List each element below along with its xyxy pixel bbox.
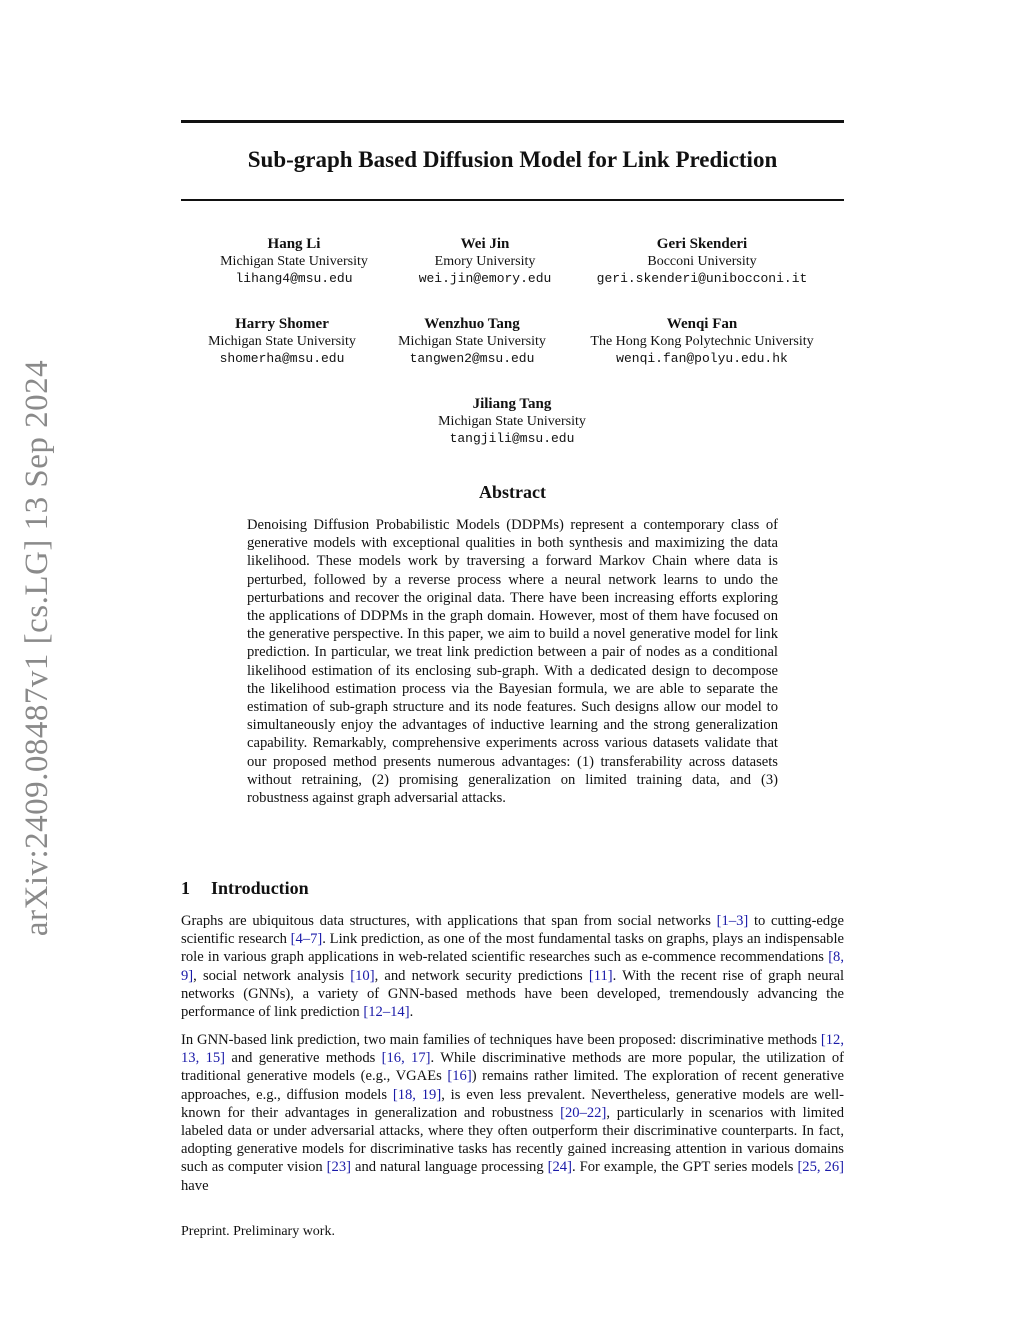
citation-link[interactable]: [1–3]	[716, 913, 749, 929]
author-block	[194, 236, 394, 287]
citation-link[interactable]: [16]	[447, 1068, 472, 1085]
abstract-heading: Abstract	[479, 482, 546, 502]
author-affiliation: Michigan State University	[208, 334, 356, 349]
paragraph-text: . For example, the GPT series models	[571, 1159, 798, 1176]
citation-link[interactable]: [25, 26]	[797, 1159, 844, 1176]
citation-link[interactable]: [4–7]	[290, 931, 323, 948]
intro-paragraph-2	[181, 1031, 844, 1195]
author-name: Wenzhuo Tang	[424, 316, 520, 332]
paragraph-text: Graphs are ubiquitous data structures, with applications that span from social networks	[181, 913, 717, 929]
author-name: Geri Skenderi	[656, 236, 748, 252]
citation-link[interactable]: [20–22]	[560, 1104, 607, 1121]
author-email: lihang4@msu.edu	[235, 271, 353, 286]
paragraph-text: to cutting-edge scientific research	[181, 913, 844, 948]
author-block	[567, 316, 837, 367]
author-block	[187, 316, 377, 367]
intro-paragraph-1	[181, 912, 844, 1021]
author-block	[385, 236, 585, 287]
abstract-body: Denoising Diffusion Probabilistic Models (DDPMs) represent a contemporary class of generative models with exceptional qualities in both synthesis and maximizing the data likelihood. These models work by traversing a forward Markov Chain where data is perturbed, followed by a reverse process where a neural network learns to undo the perturbations and recover the original data. There have been increasing efforts exploring the applications of DDPMs in the graph domain. However, most of them have focused on the generative perspective. In this paper, we aim to build a novel generative model for link prediction. In particular, we treat link prediction between a pair of nodes as a conditional likelihood estimation of its enclosing sub-graph. With a dedicated design to decompose the likelihood estimation process via the Bayesian formula, we are able to separate the estimation of sub-graph structure and its node features. Such designs allow our model to simultaneously enjoy the advantages of inductive learning and the strong generalization capability. Remarkably, comprehensive experiments across various datasets validate that our proposed method presents numerous advantages: (1) transferability across datasets without retraining, (2) promising generalization on limited training data, and (3) robustness against graph adversarial attacks.	[247, 517, 778, 807]
author-affiliation: Bocconi University	[647, 254, 757, 269]
author-block	[412, 396, 612, 447]
paper-title: Sub-graph Based Diffusion Model for Link Prediction	[247, 147, 778, 172]
section-title: Introduction	[211, 878, 309, 898]
footer-note: Preprint. Preliminary work.	[181, 1224, 335, 1239]
paragraph-text: .	[409, 1004, 414, 1021]
citation-link[interactable]: [12, 13, 15]	[181, 1032, 844, 1067]
author-affiliation: The Hong Kong Polytechnic University	[590, 334, 814, 349]
citation-link[interactable]: [23]	[326, 1159, 351, 1176]
paragraph-text: , particularly in scenarios with limited labeled data or under adversarial attacks, where they often outperform their discriminative counterparts. In fact, adopting generative models for discriminative tasks has recently gained increasing attention in various domains such as computer vision	[181, 1104, 845, 1176]
author-email: geri.skenderi@unibocconi.it	[596, 271, 808, 286]
arxiv-identifier-stamp: arXiv:2409.08487v1 [cs.LG] 13 Sep 2024	[19, 359, 55, 937]
author-email: wei.jin@emory.edu	[418, 271, 552, 286]
citation-link[interactable]: [24]	[547, 1159, 572, 1176]
author-email: tangjili@msu.edu	[449, 431, 575, 446]
author-affiliation: Emory University	[434, 254, 536, 269]
author-affiliation: Michigan State University	[438, 414, 586, 429]
section-number: 1	[181, 878, 190, 898]
citation-link[interactable]: [16, 17]	[381, 1050, 431, 1067]
author-block	[572, 236, 832, 287]
title-top-rule	[181, 120, 844, 123]
paragraph-text: and natural language processing	[351, 1159, 548, 1176]
citation-link[interactable]: [18, 19]	[392, 1086, 442, 1103]
citation-link[interactable]: [11]	[588, 967, 613, 984]
section-heading-introduction	[181, 878, 309, 899]
author-name: Wenqi Fan	[666, 316, 738, 332]
citation-link[interactable]: [10]	[350, 967, 375, 984]
author-affiliation: Michigan State University	[220, 254, 368, 269]
author-name: Harry Shomer	[235, 316, 329, 332]
author-block	[377, 316, 567, 367]
author-email: shomerha@msu.edu	[219, 351, 345, 366]
paragraph-text: . With the recent rise of graph neural networks (GNNs), a variety of GNN-based methods have been developed, tremendously advancing the performance of link prediction	[181, 967, 844, 1021]
author-name: Jiliang Tang	[472, 396, 552, 412]
citation-link[interactable]: [8, 9]	[181, 949, 844, 984]
paragraph-text: , is even less prevalent. Nevertheless, generative models are well-known for their advantages in generalization and robustness	[181, 1086, 845, 1121]
paragraph-text: and generative methods	[225, 1050, 382, 1067]
paragraph-text: have	[181, 1177, 209, 1194]
paragraph-text: . Link prediction, as one of the most fundamental tasks on graphs, plays an indispensable role in various graph applications in web-related scientific researches such as e-commence recommendations	[181, 931, 844, 966]
author-affiliation: Michigan State University	[398, 334, 546, 349]
paragraph-text: In GNN-based link prediction, two main families of techniques have been proposed: discriminative methods	[181, 1032, 821, 1048]
author-email: wenqi.fan@polyu.edu.hk	[616, 351, 788, 366]
author-name: Hang Li	[267, 236, 321, 252]
author-name: Wei Jin	[460, 236, 510, 252]
paragraph-text: , social network analysis	[193, 967, 351, 984]
paragraph-text: . While discriminative methods are more popular, the utilization of traditional generative models (e.g., VGAEs	[181, 1050, 845, 1085]
author-email: tangwen2@msu.edu	[409, 351, 535, 366]
citation-link[interactable]: [12–14]	[363, 1004, 410, 1021]
title-bottom-rule	[181, 199, 844, 201]
paragraph-text: , and network security predictions	[374, 967, 589, 984]
paragraph-text: ) remains rather limited. The exploration of recent generative approaches, e.g., diffusion models	[181, 1068, 844, 1103]
